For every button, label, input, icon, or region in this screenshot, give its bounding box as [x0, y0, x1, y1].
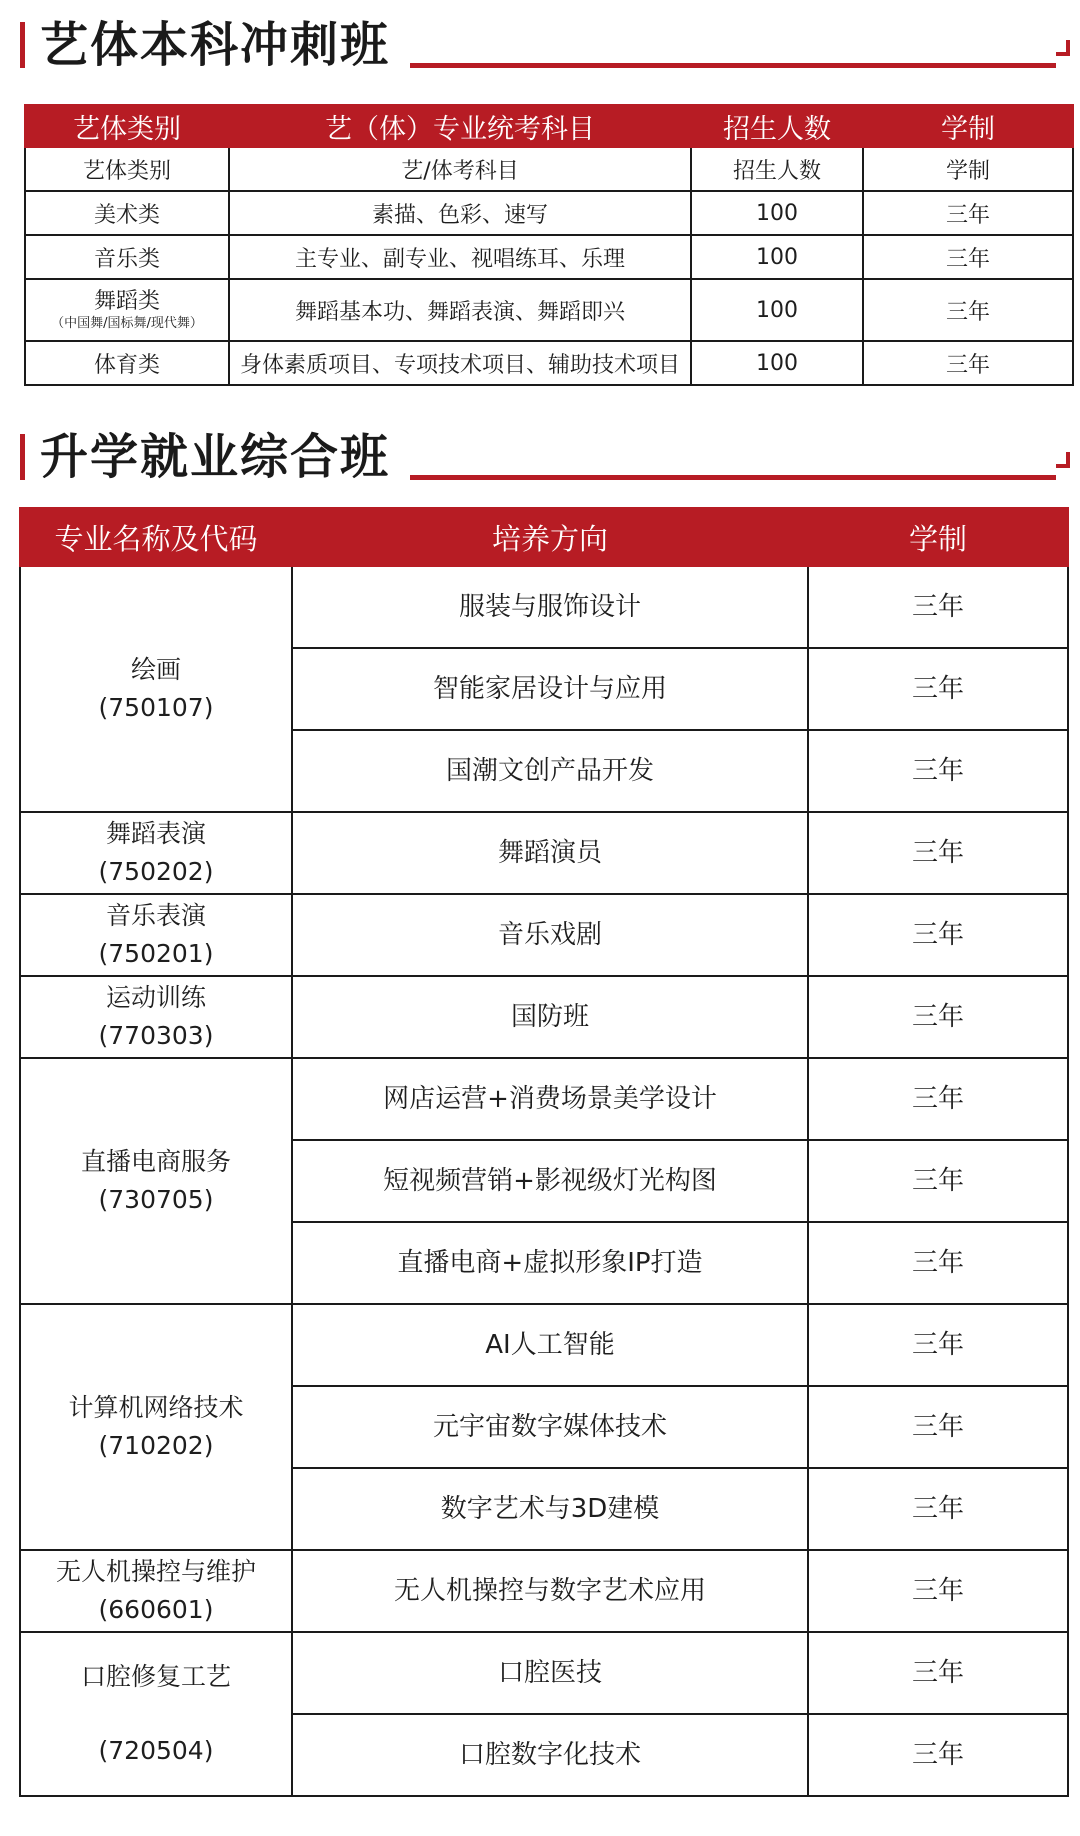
- major-name: 计算机网络技术: [68, 1393, 244, 1422]
- major-name: 舞蹈表演: [105, 819, 206, 848]
- enrollment-cell: 100: [691, 235, 863, 279]
- table-row: [20, 566, 1068, 648]
- major-name: 口腔修复工艺: [80, 1662, 231, 1691]
- table-row: [20, 1058, 1068, 1140]
- major-cell: [20, 1058, 292, 1304]
- section-title-art-sports: [20, 12, 1070, 78]
- category-cell: 体育类: [25, 341, 229, 385]
- category-cell: [25, 279, 229, 341]
- category-cell: 音乐类: [25, 235, 229, 279]
- major-cell: [20, 894, 292, 976]
- category-name: 舞蹈类: [93, 289, 160, 314]
- major-name: 运动训练: [105, 983, 206, 1012]
- direction-cell: AI人工智能: [292, 1304, 808, 1386]
- enrollment-cell: 100: [691, 279, 863, 341]
- major-cell: [20, 1550, 292, 1632]
- duration-cell: 三年: [808, 976, 1068, 1058]
- direction-cell: 元宇宙数字媒体技术: [292, 1386, 808, 1468]
- section-title-comprehensive: [20, 424, 1070, 490]
- major-cell: [20, 1304, 292, 1550]
- header-subjects: 艺（体）专业统考科目: [229, 105, 691, 147]
- table-subheader-row: [25, 147, 1073, 191]
- major-cell: [20, 1632, 292, 1796]
- direction-cell: 直播电商+虚拟形象IP打造: [292, 1222, 808, 1304]
- major-code: (750202): [98, 857, 214, 886]
- table-row: [20, 1304, 1068, 1386]
- duration-cell: 三年: [863, 235, 1073, 279]
- direction-cell: 音乐戏剧: [292, 894, 808, 976]
- subjects-cell: 素描、色彩、速写: [229, 191, 691, 235]
- subjects-cell: 身体素质项目、专项技术项目、辅助技术项目: [229, 341, 691, 385]
- direction-cell: 无人机操控与数字艺术应用: [292, 1550, 808, 1632]
- major-name: 音乐表演: [105, 901, 206, 930]
- header-major: 专业名称及代码: [20, 508, 292, 566]
- duration-cell: 三年: [863, 191, 1073, 235]
- major-cell: [20, 976, 292, 1058]
- subheader-cell: 学制: [863, 147, 1073, 191]
- enrollment-cell: 100: [691, 191, 863, 235]
- category-cell: 美术类: [25, 191, 229, 235]
- direction-cell: 国潮文创产品开发: [292, 730, 808, 812]
- duration-cell: 三年: [808, 730, 1068, 812]
- title-accent-bar: [20, 22, 25, 68]
- section-title-text: 艺体本科冲刺班: [40, 17, 391, 73]
- subheader-cell: 艺/体考科目: [229, 147, 691, 191]
- table-header-row: [25, 105, 1073, 147]
- subjects-cell: 舞蹈基本功、舞蹈表演、舞蹈即兴: [229, 279, 691, 341]
- table-row: [20, 1632, 1068, 1714]
- direction-cell: 网店运营+消费场景美学设计: [292, 1058, 808, 1140]
- subheader-cell: 招生人数: [691, 147, 863, 191]
- duration-cell: 三年: [808, 894, 1068, 976]
- title-underline: [410, 475, 1056, 480]
- comprehensive-table: [19, 507, 1069, 1797]
- major-code: (720504): [98, 1736, 214, 1765]
- title-accent-bar: [20, 434, 25, 480]
- major-code: (750201): [98, 939, 214, 968]
- table-header-row: [20, 508, 1068, 566]
- art-sports-table: [24, 104, 1074, 386]
- major-code: (750107): [98, 693, 214, 722]
- direction-cell: 口腔数字化技术: [292, 1714, 808, 1796]
- header-direction: 培养方向: [292, 508, 808, 566]
- major-cell: [20, 812, 292, 894]
- header-enrollment: 招生人数: [691, 105, 863, 147]
- major-code: (770303): [98, 1021, 214, 1050]
- duration-cell: 三年: [808, 1058, 1068, 1140]
- direction-cell: 舞蹈演员: [292, 812, 808, 894]
- major-name: 无人机操控与维护: [55, 1557, 256, 1586]
- duration-cell: 三年: [808, 1714, 1068, 1796]
- direction-cell: 服装与服饰设计: [292, 566, 808, 648]
- title-underline: [410, 63, 1056, 68]
- header-duration: 学制: [808, 508, 1068, 566]
- table-row: [25, 279, 1073, 341]
- duration-cell: 三年: [863, 341, 1073, 385]
- table-row: [20, 1550, 1068, 1632]
- subheader-cell: 艺体类别: [25, 147, 229, 191]
- major-name: 绘画: [130, 655, 181, 684]
- title-underline-step: [1066, 452, 1070, 468]
- direction-cell: 短视频营销+影视级灯光构图: [292, 1140, 808, 1222]
- direction-cell: 数字艺术与3D建模: [292, 1468, 808, 1550]
- category-note: （中国舞/国标舞/现代舞）: [51, 316, 203, 331]
- table-row: [20, 976, 1068, 1058]
- major-code: (730705): [98, 1185, 214, 1214]
- duration-cell: 三年: [808, 1632, 1068, 1714]
- table-row: [25, 341, 1073, 385]
- header-duration: 学制: [863, 105, 1073, 147]
- table-row: [25, 191, 1073, 235]
- duration-cell: 三年: [808, 1140, 1068, 1222]
- major-cell: [20, 566, 292, 812]
- duration-cell: 三年: [808, 1222, 1068, 1304]
- duration-cell: 三年: [808, 812, 1068, 894]
- table-row: [20, 812, 1068, 894]
- subjects-cell: 主专业、副专业、视唱练耳、乐理: [229, 235, 691, 279]
- major-name: 直播电商服务: [80, 1147, 231, 1176]
- duration-cell: 三年: [808, 1468, 1068, 1550]
- section-title-text: 升学就业综合班: [40, 429, 391, 485]
- major-code: (710202): [98, 1431, 214, 1460]
- enrollment-cell: 100: [691, 341, 863, 385]
- title-underline-step: [1066, 40, 1070, 56]
- table-row: [25, 235, 1073, 279]
- spacer: [21, 1696, 291, 1732]
- table-row: [20, 894, 1068, 976]
- direction-cell: 国防班: [292, 976, 808, 1058]
- duration-cell: 三年: [808, 1304, 1068, 1386]
- duration-cell: 三年: [808, 1550, 1068, 1632]
- major-code: (660601): [98, 1595, 214, 1624]
- direction-cell: 智能家居设计与应用: [292, 648, 808, 730]
- duration-cell: 三年: [808, 566, 1068, 648]
- duration-cell: 三年: [808, 648, 1068, 730]
- duration-cell: 三年: [863, 279, 1073, 341]
- duration-cell: 三年: [808, 1386, 1068, 1468]
- direction-cell: 口腔医技: [292, 1632, 808, 1714]
- header-category: 艺体类别: [25, 105, 229, 147]
